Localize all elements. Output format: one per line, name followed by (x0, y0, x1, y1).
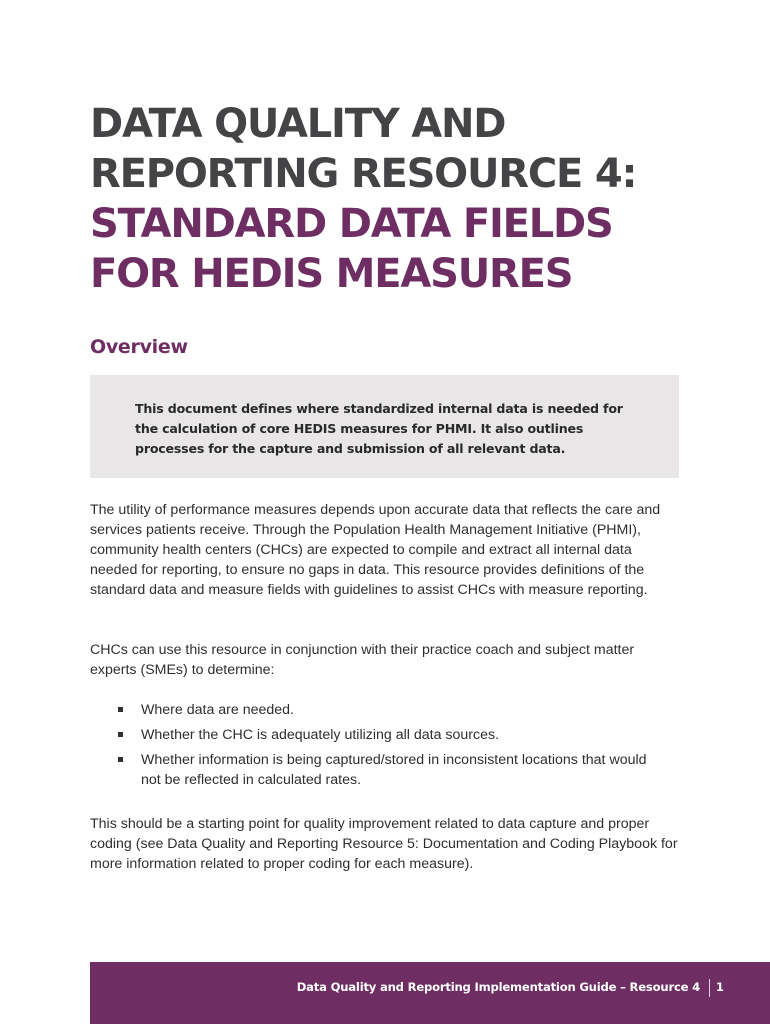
list-item-text: Whether information is being captured/stored in inconsistent locations that would not be reflected in calculated rates. (141, 752, 647, 788)
body-paragraph-3: This should be a starting point for quality improvement related to data capture and proper coding (see Data Quality and Reporting Resource 5: Documentation and Coding Playbook for more information related to proper coding for each measure). (90, 816, 678, 872)
title-line-4: FOR HEDIS MEASURES (90, 251, 573, 297)
body-paragraph-1: The utility of performance measures depends upon accurate data that reflects the care and services patients receive. Through the Population Health Management Initiative (PHMI), community health centers (CHCs) are expected to compile and extract all internal data needed for reporting, to ensure no gaps in data. This resource provides definitions of the standard data and measure fields with guidelines to assist CHCs with measure reporting. (90, 502, 661, 598)
page-footer (90, 962, 770, 1024)
body-paragraph-2: CHCs can use this resource in conjunction with their practice coach and subject matter experts (SMEs) to determine: (90, 642, 635, 678)
square-bullet-icon (118, 707, 123, 712)
title-line-3: STANDARD DATA FIELDS (90, 201, 613, 247)
overview-callout-text: This document defines where standardized internal data is needed for the calculation of core HEDIS measures for PHMI. It also outlines processes for the capture and submission of all relevant data. (135, 401, 623, 456)
list-item (118, 700, 658, 720)
list-item-text: Whether the CHC is adequately utilizing all data sources. (141, 727, 500, 743)
overview-callout-box (90, 375, 679, 478)
document-title (90, 99, 730, 299)
title-line-1: DATA QUALITY AND (90, 101, 506, 147)
overview-heading: Overview (90, 336, 188, 358)
list-item (118, 725, 658, 745)
title-line-2: REPORTING RESOURCE 4: (90, 151, 637, 197)
footer-guide-title: Data Quality and Reporting Implementation Guide – Resource 4 (296, 980, 700, 994)
square-bullet-icon (118, 757, 123, 762)
footer-divider (709, 979, 710, 997)
list-item-text: Where data are needed. (141, 702, 295, 718)
page-number: 1 (715, 980, 724, 994)
list-item (118, 750, 658, 790)
bullet-list (118, 700, 658, 795)
square-bullet-icon (118, 732, 123, 737)
